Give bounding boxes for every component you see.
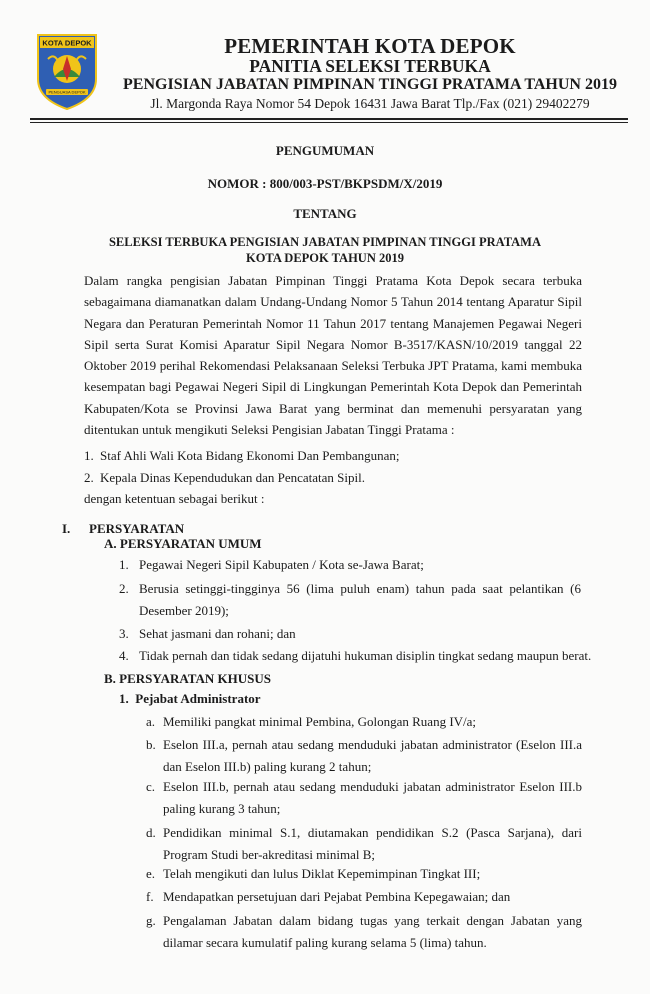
requirement-item: Tidak pernah dan tidak sedang dijatuhi hukuman disiplin tingkat sedang maupun berat. (139, 648, 592, 663)
khusus-item: Pengalaman Jabatan dalam bidang tugas yang terkait dengan Jabatan yang dilamar secara kumulatif paling kurang selama 5 (lima) tahun. (163, 913, 582, 950)
announcement-number: NOMOR : 800/003-PST/BKPSDM/X/2019 (207, 176, 443, 191)
khusus-letter: g. (146, 913, 156, 928)
khusus-letter: a. (146, 714, 156, 729)
section-number: I. (62, 521, 71, 536)
announcement-about: TENTANG (293, 206, 357, 221)
position-number: 2. (84, 470, 94, 485)
kota-depok-logo-icon (34, 31, 100, 111)
logo-text: KOTA DEPOK (42, 38, 92, 48)
position-number: 1. (84, 448, 94, 463)
logo-motto: PENGUASA DEPOK (48, 89, 86, 95)
requirement-item: Pegawai Negeri Sipil Kabupaten / Kota se-Jawa Barat; (139, 557, 424, 572)
khusus-letter: b. (146, 737, 156, 752)
khusus-item: Telah mengikuti dan lulus Diklat Kepemimpinan Tingkat III; (163, 866, 481, 881)
letterhead-rule-thick (30, 118, 628, 120)
subsection-a-title: A. PERSYARATAN UMUM (104, 536, 262, 551)
khusus-item: Pendidikan minimal S.1, diutamakan pendidikan S.2 (Pasca Sarjana), dari Program Studi ber-akreditasi minimal B; (163, 825, 582, 862)
subsection-b-title: B. PERSYARATAN KHUSUS (104, 671, 271, 686)
requirement-number: 4. (119, 648, 129, 663)
letterhead-committee: PANITIA SELEKSI TERBUKA (249, 56, 491, 76)
requirement-number: 1. (119, 557, 129, 572)
khusus-letter: e. (146, 866, 156, 881)
khusus-category-title: 1. Pejabat Administrator (119, 691, 261, 706)
khusus-item: Eselon III.a, pernah atau sedang menduduki jabatan administrator (Eselon III.a dan Eselon III.b) paling kurang 2 tahun; (163, 737, 582, 774)
requirement-item: Sehat jasmani dan rohani; dan (139, 626, 296, 641)
requirement-number: 2. (119, 581, 129, 596)
khusus-item: Memiliki pangkat minimal Pembina, Golongan Ruang IV/a; (163, 714, 477, 729)
khusus-item: Mendapatkan persetujuan dari Pejabat Pembina Kepegawaian; dan (163, 889, 511, 904)
announcement-subject-line1: SELEKSI TERBUKA PENGISIAN JABATAN PIMPINAN TINGGI PRATAMA (108, 235, 541, 249)
requirement-item: Berusia setinggi-tingginya 56 (lima puluh enam) tahun pada saat pelantikan (6 Desember 2019); (139, 581, 581, 618)
letterhead-government: PEMERINTAH KOTA DEPOK (224, 34, 516, 58)
khusus-letter: f. (146, 889, 154, 904)
khusus-item: Eselon III.b, pernah atau sedang menduduki jabatan administrator Eselon III.b paling kurang 3 tahun; (163, 779, 582, 816)
khusus-letter: d. (146, 825, 156, 840)
announcement-title: PENGUMUMAN (275, 143, 375, 158)
letterhead-address: Jl. Margonda Raya Nomor 54 Depok 16431 Jawa Barat Tlp./Fax (021) 29402279 (150, 96, 590, 111)
position-item: Kepala Dinas Kependudukan dan Pencatatan Sipil. (100, 470, 365, 485)
requirement-number: 3. (119, 626, 129, 641)
letterhead-program: PENGISIAN JABATAN PIMPINAN TINGGI PRATAMA TAHUN 2019 (123, 76, 617, 93)
intro-paragraph: Dalam rangka pengisian Jabatan Pimpinan Tinggi Pratama Kota Depok secara terbuka sebagaimana diamanatkan dalam Undang-Undang Nomor 5 Tahun 2014 tentang Aparatur Sipil Negara dan Peraturan Pemerintah Nomor 11 Tahun 2017 tentang Manajemen Pegawai Negeri Sipil serta Surat Komisi Aparatur Sipil Negara Nomor B-3517/KASN/10/2019 tanggal 22 Oktober 2019 perihal Rekomendasi Pelaksanaan Seleksi Terbuka JPT Pratama, kami membuka kesempatan bagi Pegawai Negeri Sipil di Lingkungan Pemerintah Kota Depok dan Pemerintah Kabupaten/Kota se Provinsi Jawa Barat yang berminat dan memenuhi persyaratan yang ditentukan untuk mengikuti Seleksi Pengisian Jabatan Tinggi Pratama : (84, 273, 582, 438)
letterhead-rule-thin (30, 122, 628, 123)
position-item: Staf Ahli Wali Kota Bidang Ekonomi Dan Pembangunan; (100, 448, 400, 463)
section-title: PERSYARATAN (89, 521, 185, 536)
closing-line: dengan ketentuan sebagai berikut : (84, 491, 265, 506)
announcement-subject-line2: KOTA DEPOK TAHUN 2019 (245, 251, 404, 265)
khusus-letter: c. (146, 779, 156, 794)
